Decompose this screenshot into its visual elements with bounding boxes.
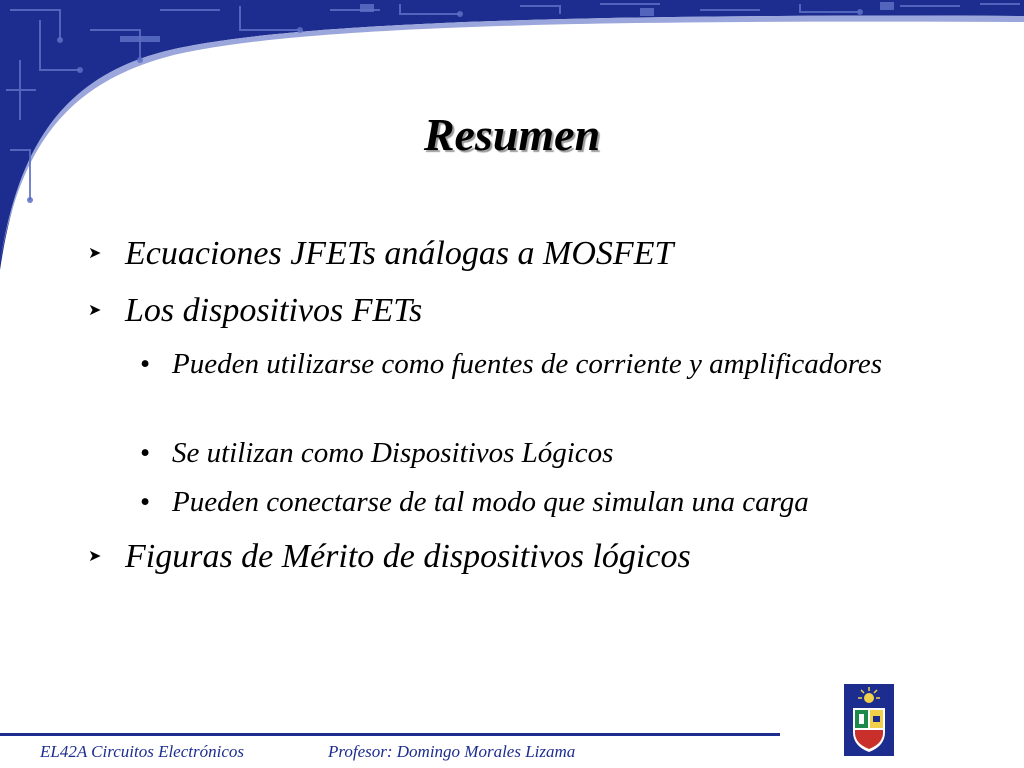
sub-bullet-text: Se utilizan como Dispositivos Lógicos	[172, 437, 614, 469]
sub-bullet-item	[140, 481, 930, 523]
bullet-text: Ecuaciones JFETs análogas a MOSFET	[125, 235, 674, 272]
sub-bullet-text: Pueden utilizarse como fuentes de corriente y amplificadores	[172, 348, 883, 380]
bullet-item	[88, 538, 691, 576]
sub-bullet-item	[140, 343, 930, 385]
university-crest-icon	[844, 684, 894, 756]
sub-bullet-item	[140, 432, 930, 474]
dot-bullet-icon: •	[140, 437, 151, 469]
arrow-bullet-icon: ➤	[88, 245, 102, 263]
footer-course: EL42A Circuitos Electrónicos	[40, 742, 244, 761]
slide-title: Resumen	[423, 109, 601, 160]
footer-divider	[0, 733, 780, 736]
dot-bullet-icon: •	[140, 348, 151, 380]
bullet-text: Los dispositivos FETs	[125, 292, 423, 329]
dot-bullet-icon: •	[140, 486, 151, 518]
bullet-item	[88, 235, 673, 273]
sub-bullet-text: Pueden conectarse de tal modo que simulan una carga	[172, 486, 809, 518]
bullet-item	[88, 292, 422, 330]
bullet-text: Figuras de Mérito de dispositivos lógicos	[125, 538, 691, 575]
arrow-bullet-icon: ➤	[88, 548, 102, 566]
footer-professor: Profesor: Domingo Morales Lizama	[328, 742, 576, 761]
arrow-bullet-icon: ➤	[88, 302, 102, 320]
